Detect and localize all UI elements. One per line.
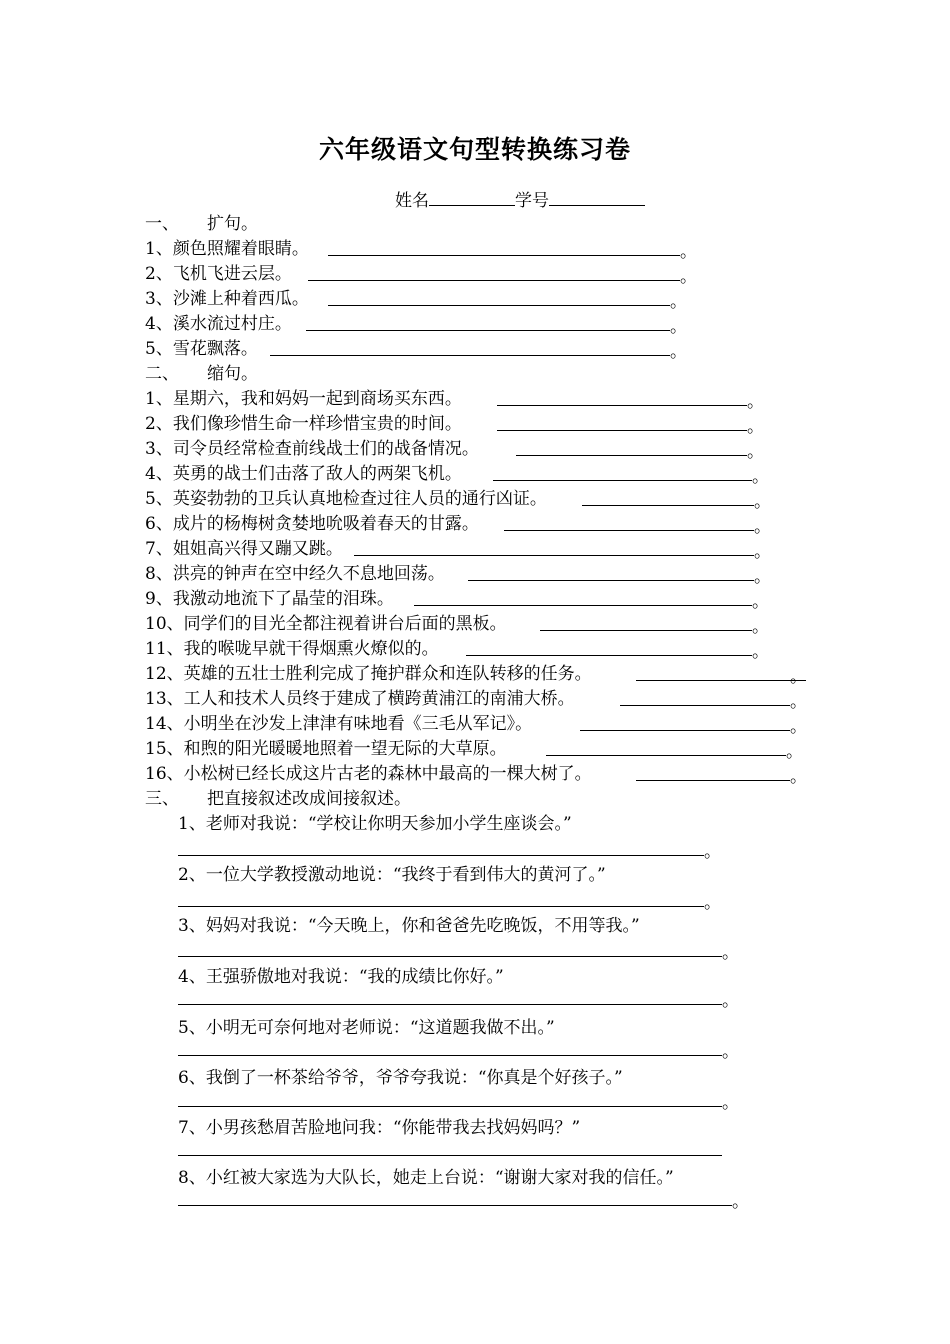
question-text: 10、同学们的目光全都注视着讲台后面的黑板。	[145, 614, 507, 634]
answer-line[interactable]	[414, 605, 752, 606]
period: 。	[670, 292, 687, 312]
question-text: 3、沙滩上种着西瓜。	[145, 289, 309, 309]
question-text: 16、小松树已经长成这片古老的森林中最高的一棵大树了。	[145, 764, 592, 784]
answer-line[interactable]	[540, 630, 752, 631]
period: 。	[704, 893, 721, 913]
period: 。	[722, 1042, 739, 1062]
period: 。	[752, 642, 769, 662]
list-item	[145, 413, 462, 435]
period: 。	[747, 392, 764, 412]
list-item	[145, 263, 292, 285]
name-label: 姓名	[395, 191, 429, 211]
question-text: 1、颜色照耀着眼睛。	[145, 239, 309, 259]
answer-line[interactable]	[636, 680, 806, 681]
period: 。	[752, 467, 769, 487]
answer-line[interactable]	[178, 1106, 722, 1107]
answer-line[interactable]	[308, 280, 680, 281]
period: 。	[786, 742, 803, 762]
answer-line[interactable]	[178, 956, 722, 957]
answer-line[interactable]	[178, 1004, 722, 1005]
answer-line[interactable]	[546, 755, 786, 756]
list-item	[145, 688, 575, 710]
period: 。	[747, 442, 764, 462]
list-item	[145, 713, 532, 735]
answer-line[interactable]	[580, 730, 790, 731]
period: 。	[680, 242, 697, 262]
answer-line[interactable]	[493, 480, 752, 481]
period: 。	[790, 692, 807, 712]
list-item	[145, 638, 439, 660]
question-text: 7、小男孩愁眉苦脸地问我：“你能带我去找妈妈吗？”	[178, 1118, 581, 1138]
list-item	[178, 1067, 623, 1089]
period: 。	[754, 567, 771, 587]
list-item	[145, 438, 479, 460]
question-text: 4、溪水流过村庄。	[145, 314, 292, 334]
answer-line[interactable]	[466, 655, 752, 656]
list-item	[178, 864, 606, 886]
list-item	[145, 538, 343, 560]
period: 。	[790, 767, 807, 787]
question-text: 1、星期六，我和妈妈一起到商场买东西。	[145, 389, 462, 409]
period: 。	[680, 267, 697, 287]
list-item	[145, 463, 462, 485]
section3-heading	[145, 788, 411, 810]
question-text: 2、飞机飞进云层。	[145, 264, 292, 284]
section2-heading-text: 缩句。	[207, 364, 258, 384]
period: 。	[670, 342, 687, 362]
period: 。	[722, 1093, 739, 1113]
list-item	[145, 563, 445, 585]
section3-number: 三、	[145, 789, 179, 809]
question-text: 12、英雄的五壮士胜利完成了掩护群众和连队转移的任务。	[145, 664, 592, 684]
question-text: 3、妈妈对我说：“今天晚上，你和爸爸先吃晚饭，不用等我。”	[178, 916, 640, 936]
answer-line[interactable]	[178, 906, 704, 907]
answer-line[interactable]	[516, 455, 747, 456]
question-text: 8、小红被大家选为大队长，她走上台说：“谢谢大家对我的信任。”	[178, 1168, 674, 1188]
list-item	[145, 763, 592, 785]
answer-line[interactable]	[328, 305, 670, 306]
list-item	[178, 813, 572, 835]
period: 。	[790, 667, 807, 687]
period: 。	[722, 991, 739, 1011]
answer-line[interactable]	[270, 355, 670, 356]
list-item	[145, 663, 592, 685]
list-item	[145, 613, 507, 635]
list-item	[145, 338, 258, 360]
question-text: 2、一位大学教授激动地说：“我终于看到伟大的黄河了。”	[178, 865, 606, 885]
list-item	[178, 1017, 555, 1039]
answer-line[interactable]	[497, 405, 747, 406]
section2-heading	[145, 363, 258, 385]
period: 。	[754, 542, 771, 562]
question-text: 15、和煦的阳光暖暖地照着一望无际的大草原。	[145, 739, 507, 759]
list-item	[145, 738, 507, 760]
question-text: 5、英姿勃勃的卫兵认真地检查过往人员的通行凶证。	[145, 489, 547, 509]
question-text: 6、成片的杨梅树贪婪地吮吸着春天的甘露。	[145, 514, 479, 534]
question-text: 3、司令员经常检查前线战士们的战备情况。	[145, 439, 479, 459]
answer-line[interactable]	[178, 1055, 722, 1056]
question-text: 5、雪花飘落。	[145, 339, 258, 359]
section1-heading-text: 扩句。	[207, 214, 258, 234]
list-item	[145, 313, 292, 335]
list-item	[145, 288, 309, 310]
list-item	[145, 238, 309, 260]
section2-number: 二、	[145, 364, 179, 384]
period: 。	[754, 492, 771, 512]
name-field[interactable]	[429, 188, 515, 206]
number-label: 学号	[515, 191, 549, 211]
period: 。	[747, 417, 764, 437]
period: 。	[704, 842, 721, 862]
period: 。	[752, 617, 769, 637]
period: 。	[670, 317, 687, 337]
list-item	[145, 388, 462, 410]
section3-heading-text: 把直接叙述改成间接叙述。	[207, 789, 411, 809]
question-text: 13、工人和技术人员终于建成了横跨黄浦江的南浦大桥。	[145, 689, 575, 709]
list-item	[178, 966, 504, 988]
period: 。	[790, 717, 807, 737]
question-text: 9、我激动地流下了晶莹的泪珠。	[145, 589, 394, 609]
section1-number: 一、	[145, 214, 179, 234]
question-text: 6、我倒了一杯茶给爷爷，爷爷夸我说：“你真是个好孩子。”	[178, 1068, 623, 1088]
answer-line[interactable]	[328, 255, 680, 256]
answer-line[interactable]	[504, 530, 754, 531]
answer-line[interactable]	[497, 430, 747, 431]
list-item	[145, 588, 394, 610]
question-text: 2、我们像珍惜生命一样珍惜宝贵的时间。	[145, 414, 462, 434]
question-text: 4、英勇的战士们击落了敌人的两架飞机。	[145, 464, 462, 484]
page-title: 六年级语文句型转换练习卷	[318, 135, 631, 164]
list-item	[178, 1167, 674, 1189]
question-text: 7、姐姐高兴得又蹦又跳。	[145, 539, 343, 559]
number-field[interactable]	[549, 188, 645, 206]
answer-line[interactable]	[178, 1205, 732, 1206]
question-text: 4、王强骄傲地对我说：“我的成绩比你好。”	[178, 967, 504, 987]
question-text: 11、我的喉咙早就干得烟熏火燎似的。	[145, 639, 439, 659]
answer-line[interactable]	[620, 705, 790, 706]
period: 。	[722, 943, 739, 963]
answer-line[interactable]	[468, 580, 754, 581]
answer-line[interactable]	[582, 505, 754, 506]
list-item	[178, 915, 640, 937]
period: 。	[752, 592, 769, 612]
answer-line[interactable]	[636, 780, 790, 781]
list-item	[145, 488, 547, 510]
question-text: 14、小明坐在沙发上津津有味地看《三毛从军记》。	[145, 714, 533, 734]
student-info-row	[395, 188, 645, 212]
answer-line[interactable]	[354, 555, 754, 556]
section1-heading	[145, 213, 258, 235]
list-item	[178, 1117, 580, 1139]
period: 。	[754, 517, 771, 537]
question-text: 1、老师对我说：“学校让你明天参加小学生座谈会。”	[178, 814, 572, 834]
question-text: 5、小明无可奈何地对老师说：“这道题我做不出。”	[178, 1018, 555, 1038]
question-text: 8、洪亮的钟声在空中经久不息地回荡。	[145, 564, 445, 584]
answer-line[interactable]	[178, 855, 704, 856]
answer-line[interactable]	[306, 330, 670, 331]
answer-line[interactable]	[178, 1155, 722, 1156]
list-item	[145, 513, 479, 535]
period: 。	[732, 1192, 749, 1212]
